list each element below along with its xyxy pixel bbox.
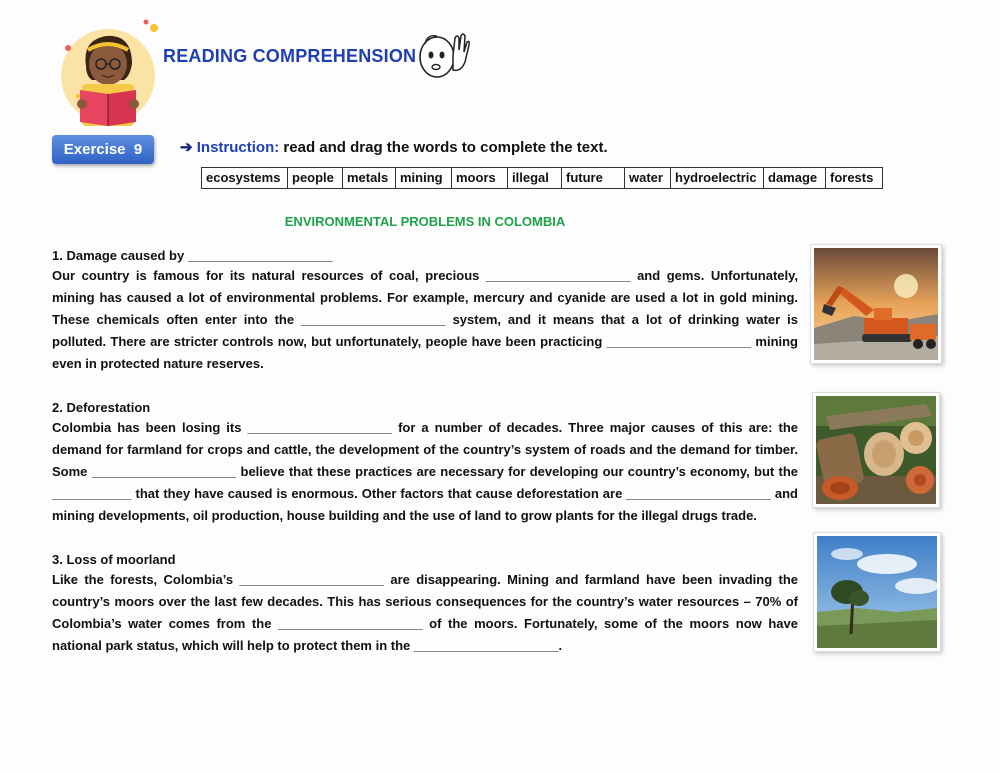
logs-photo <box>812 392 940 508</box>
section-1-text: Our country is famous for its natural resources of coal, precious ____________________ and gems. Unfortunately, mining has caused a lot of environmental problems. For example, mercury and cyanide are used a lot in gold mining. These chemicals often enter into the ____________________ system, and it means that a lot of drinking water is polluted. There are stricter controls now, but unfortunately, people have been practicing ____________________ mining even in protected nature reserves. <box>52 268 798 371</box>
word-forests[interactable]: forests <box>830 170 874 185</box>
instruction-text: read and drag the words to complete the text. <box>283 139 608 156</box>
instruction-label: Instruction: <box>196 139 280 156</box>
word-hydroelectric[interactable]: hydroelectric <box>671 168 764 188</box>
word-metals[interactable]: metals <box>343 168 396 188</box>
section-1-heading: 1. Damage caused by ____________________ <box>52 248 333 263</box>
exercise-badge <box>52 135 154 164</box>
word-people[interactable]: people <box>288 168 343 188</box>
exercise-label: Exercise <box>63 141 126 158</box>
word-mining[interactable]: mining <box>396 168 452 188</box>
section-title: ENVIRONMENTAL PROBLEMS IN COLOMBIA <box>284 214 566 229</box>
word-water[interactable]: water <box>625 168 671 188</box>
reading-girl-icon <box>58 18 162 128</box>
moorland-photo <box>813 532 941 652</box>
instruction <box>180 138 608 156</box>
arrow-right-icon: ➔ <box>180 139 193 156</box>
exercise-number: 9 <box>133 141 143 158</box>
word-moors[interactable]: moors <box>452 168 508 188</box>
section-3-text: Like the forests, Colombia’s ____________________ are disappearing. Mining and farmland have been invading the country’s moors over the last few decades. This has serious consequences for the country’s water resources – 70% of Colombia’s water comes from the ____________________ of the moors. Fortunately, some of the moors now have national park status, which will help to protect them in the ____________________. <box>52 572 798 653</box>
section-2-text: Colombia has been losing its ____________________ for a number of decades. Three major causes of this are: the demand for farmland for crops and cattle, the development of the country’s system of roads and the demand for timber. Some ____________________ believe that these practices are necessary for developing our country’s economy, but the ___________ that they have caused is enormous. Other factors that cause deforestation are ____________________ and mining developments, oil production, house building and the use of land to grow plants for the illegal drugs trade. <box>52 420 798 523</box>
word-illegal[interactable]: illegal <box>508 168 562 188</box>
page-title: READING COMPREHENSION <box>163 46 417 66</box>
section-2-heading: 2. Deforestation <box>52 400 151 415</box>
word-bank <box>201 167 883 189</box>
word-damage[interactable]: damage <box>764 168 826 188</box>
word-ecosystems[interactable]: ecosystems <box>202 168 288 188</box>
word-future[interactable]: future <box>562 168 625 188</box>
section-3-heading: 3. Loss of moorland <box>52 552 176 567</box>
thinking-face-icon <box>415 30 473 80</box>
mining-photo <box>810 244 942 364</box>
